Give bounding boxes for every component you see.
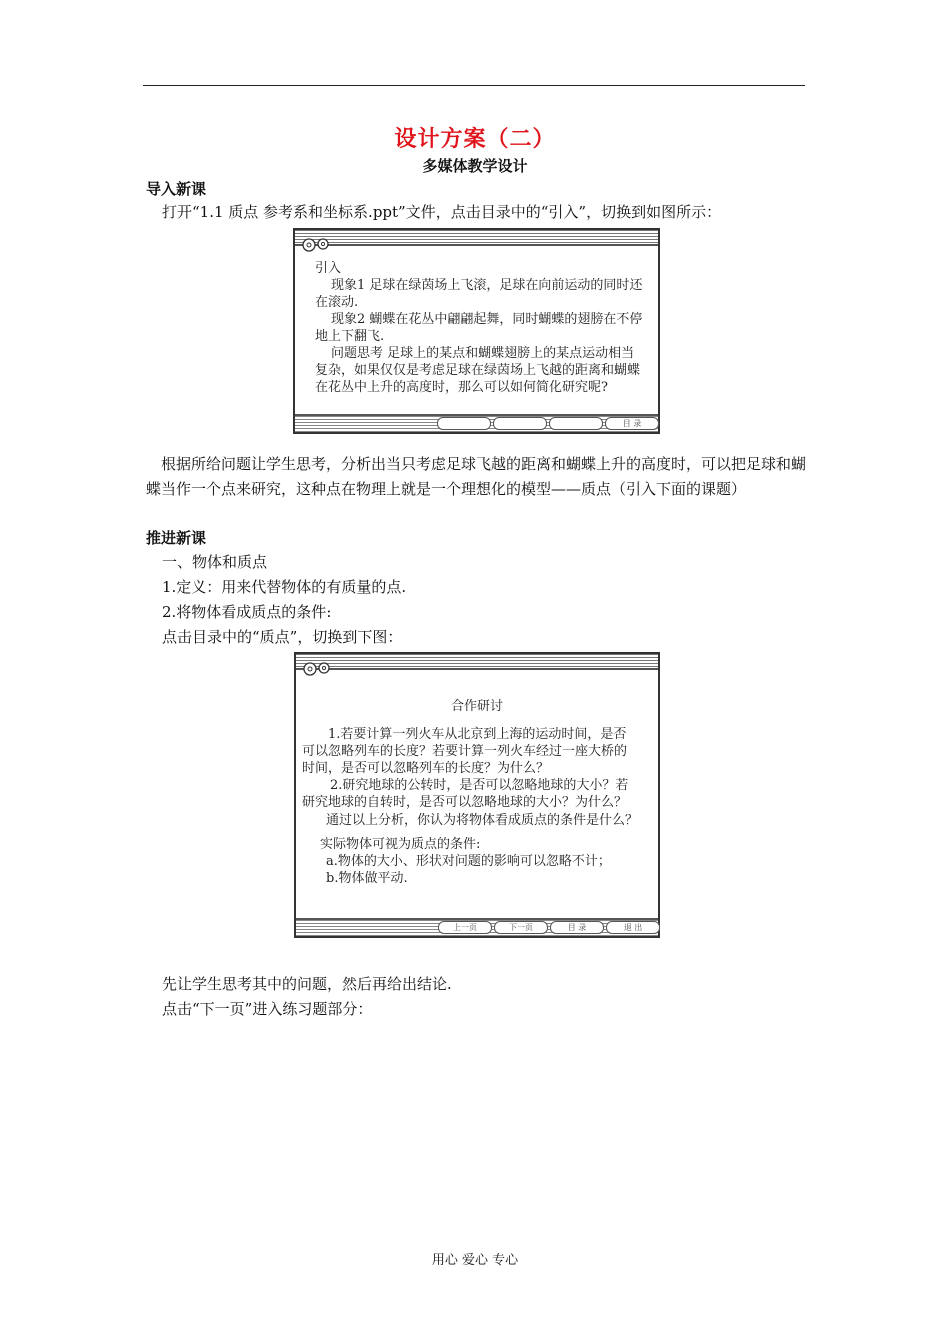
intro-paragraph: 打开“1.1 质点 参考系和坐标系.ppt”文件，点击目录中的“引入”，切换到如图所示：: [162, 203, 722, 221]
section-item: 一、物体和质点: [162, 553, 268, 571]
slide-text-line: 通过以上分析，你认为将物体看成质点的条件是什么？: [326, 813, 639, 828]
slide-text-line: 2.研究地球的公转时，是否可以忽略地球的大小？若: [330, 778, 629, 793]
slide-text-line: 现象1 足球在绿茵场上飞滚，足球在向前运动的同时还: [331, 278, 643, 293]
slide-text-line: 地上下翻飞.: [315, 329, 385, 344]
slide-exit-button: 退 出: [606, 921, 660, 934]
slide-menu-button: 目 录: [550, 921, 604, 934]
section-item: 1.定义：用来代替物体的有质量的点.: [162, 578, 407, 596]
gear-icon: [299, 233, 335, 255]
slide-text-line: 实际物体可视为质点的条件:: [320, 837, 481, 852]
slide-text-line: 复杂，如果仅仅是考虑足球在绿茵场上飞越的距离和蝴蝶: [315, 363, 641, 378]
section-item: 2.将物体看成质点的条件:: [162, 603, 332, 621]
slide-nav-blank-button: [549, 417, 603, 430]
section-item: 点击目录中的“质点”，切换到下图：: [162, 628, 403, 646]
slide-top-bar: [295, 230, 658, 246]
slide-text-line: b.物体做平动.: [326, 871, 408, 886]
gear-icon: [300, 657, 336, 679]
page-title: 设计方案（二）: [394, 127, 556, 152]
slide-menu-button: 目 录: [605, 417, 659, 430]
slide-prev-button: 上一页: [438, 921, 492, 934]
slide-heading: 引入: [315, 261, 342, 276]
slide-top-bar: [296, 654, 658, 670]
analysis-paragraph: 根据所给问题让学生思考，分析出当只考虑足球飞越的距离和蝴蝶上升的高度时，可以把足球和蝴蝶当作一个点来研究，这种点在物理上就是一个理想化的模型——质点（引入下面的课题）: [146, 455, 807, 498]
slide-screenshot-discussion: [294, 652, 660, 938]
slide-text-line: 时间，是否可以忽略列车的长度？为什么？: [302, 761, 550, 776]
section-heading-advance: 推进新课: [146, 529, 207, 547]
page-footer: 用心 爱心 专心: [431, 1253, 519, 1268]
slide-screenshot-intro: [293, 228, 660, 434]
slide-text-line: 在滚动.: [315, 295, 359, 310]
slide-text-line: 问题思考 足球上的某点和蝴蝶翅膀上的某点运动相当: [331, 346, 635, 361]
slide-text-line: 研究地球的自转时，是否可以忽略地球的大小？为什么？: [302, 795, 628, 810]
slide-text-line: 可以忽略列车的长度？若要计算一列火车经过一座大桥的: [302, 744, 628, 759]
slide-text-line: 在花丛中上升的高度时，那么可以如何简化研究呢?: [315, 380, 608, 395]
slide-text-line: 现象2 蝴蝶在花丛中翩翩起舞，同时蝴蝶的翅膀在不停: [331, 312, 643, 327]
slide-next-button: 下一页: [494, 921, 548, 934]
after-slide-text: 点击“下一页”进入练习题部分：: [162, 1000, 373, 1018]
slide-nav-blank-button: [437, 417, 491, 430]
slide-heading: 合作研讨: [450, 699, 503, 714]
slide-nav-blank-button: [493, 417, 547, 430]
after-slide-text: 先让学生思考其中的问题，然后再给出结论.: [162, 975, 452, 993]
slide-text-line: a.物体的大小、形状对问题的影响可以忽略不计；: [326, 854, 611, 869]
section-heading-intro: 导入新课: [146, 180, 207, 198]
header-rule: [143, 85, 805, 86]
slide-text-line: 1.若要计算一列火车从北京到上海的运动时间，是否: [328, 727, 627, 742]
page-subtitle: 多媒体教学设计: [422, 157, 528, 175]
